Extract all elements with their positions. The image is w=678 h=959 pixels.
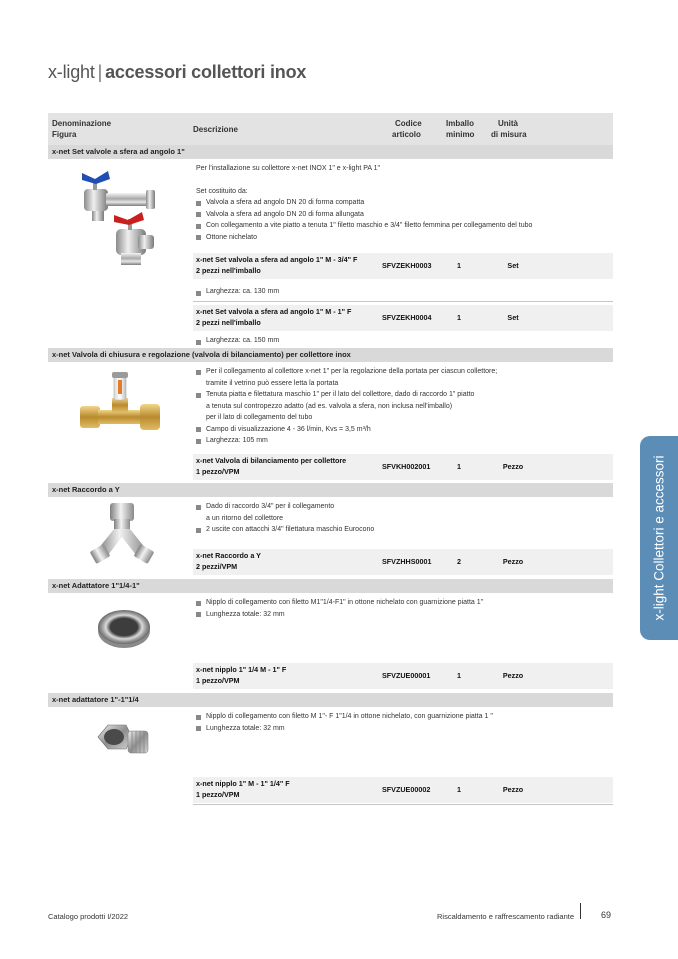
product-qty: 1 [457,261,461,270]
product-name: x-net Valvola di bilanciamento per collettore 1 pezzo/VPM [196,456,347,476]
description-bullet: Lunghezza totale: 32 mm [196,609,609,621]
product-unit: Pezzo [502,557,524,566]
side-tab-label: x-light Collettori e accessori [651,455,667,621]
product-name: x-net Raccordo a Y 2 pezzi/VPM [196,551,261,571]
product-note: Larghezza: ca. 130 mm [196,288,279,295]
section-title: x-net Valvola di chiusura e regolazione (valvola di bilanciamento) per collettore inox [48,348,613,362]
description-bullet: Lunghezza totale: 32 mm [196,723,609,735]
product-code: SFVZUE00001 [382,671,431,680]
description-bullet: Tenuta piatta e filettatura maschio 1" per il lato del collettore, dado di raccordo 1" piatto [196,389,609,401]
title-bold: accessori collettori inox [105,62,307,82]
description-bullet: Per il collegamento al collettore x-net 1" per la regolazione della portata per ciascun collettore; [196,366,609,378]
product-code: SFVZEKH0003 [382,261,432,270]
description-bullet-continued: a tenuta sul contropezzo adatto (ad es. valvola a sfera, non inclusa nell'imballo) [206,402,453,410]
section-body [48,497,613,579]
product-qty: 1 [457,462,461,471]
description-bullet: Nipplo di collegamento con filetto M 1"- F 1"1/4 in ottone nichelato, con guarnizione piatta 1 " [196,711,609,723]
section-title: x-net Adattatore 1"1/4-1" [48,579,613,593]
section-title: x-net adattatore 1"-1"1/4 [48,693,613,707]
header-codice: Codice [395,119,422,128]
page-title [48,62,306,83]
title-separator: | [97,62,103,82]
section-description [196,163,609,243]
header-unita: Unità [498,119,518,128]
product-name: x-net Set valvola a sfera ad angolo 1" M - 1" F 2 pezzi nell'imballo [196,307,352,327]
section-description [196,366,609,447]
header-imballo: Imballo [446,119,475,128]
product-code: SFVZEKH0004 [382,313,432,322]
footer-catalog: Catalogo prodotti I/2022 [48,912,129,921]
product-unit: Pezzo [502,462,524,471]
description-bullet-continued: a un ritorno del collettore [206,514,284,522]
description-bullet: Nipplo di collegamento con filetto M1"1/4-F1" in ottone nichelato con guarnizione piatta 1" [196,597,609,609]
product-unit: Pezzo [502,671,524,680]
page-number: 69 [601,910,612,920]
ball-valve-set-image [78,167,158,269]
section-description [196,597,609,620]
header-articolo: articolo [392,130,421,139]
title-light: x-light [48,62,95,82]
product-qty: 2 [457,557,461,566]
section-body [48,707,613,808]
description-set-label: Set costituito da: [196,187,248,195]
description-bullet: Con collegamento a vite piatto a tenuta 1" filetto maschio e 3/4" filetto femmina per collegamento del tubo [196,220,609,232]
description-bullet: 2 uscite con attacchi 3/4" filettatura maschio Eurocono [196,524,609,536]
footer-section: Riscaldamento e raffrescamento radiante [437,912,575,921]
side-chapter-tab [640,436,678,640]
description-bullet: Valvola a sfera ad angolo DN 20 di forma compatta [196,197,609,209]
product-note: Larghezza: ca. 150 mm [196,337,279,344]
description-bullet: Valvola a sfera ad angolo DN 20 di forma allungata [196,209,609,221]
section-title: x-net Set valvole a sfera ad angolo 1" [48,145,613,159]
section-title: x-net Raccordo a Y [48,483,613,497]
product-unit: Pezzo [502,785,524,794]
balancing-valve-image [78,372,162,436]
product-name: x-net nipplo 1" 1/4 M - 1" F 1 pezzo/VPM [196,665,287,685]
header-di-misura: di misura [491,130,527,139]
section-body [48,362,613,483]
product-code: SFVKH002001 [382,462,431,471]
header-minimo: minimo [446,130,475,139]
footer-divider [580,903,581,919]
row-divider [193,804,613,805]
product-name: x-net Set valvola a sfera ad angolo 1" M - 3/4" F 2 pezzi nell'imballo [196,255,358,275]
adapter-nipple-image [92,717,152,765]
product-qty: 1 [457,785,461,794]
description-bullet-continued: per il lato di collegamento del tubo [206,414,313,421]
description-bullet: Ottone nichelato [196,232,609,244]
product-code: SFVZUE00002 [382,785,431,794]
description-bullet: Larghezza: 105 mm [196,435,609,447]
product-table [48,113,613,808]
product-name: x-net nipplo 1" M - 1" 1/4" F 1 pezzo/VPM [196,779,290,799]
description-bullet: Dado di raccordo 3/4" per il collegamento [196,501,609,513]
adapter-ring-image [96,609,152,649]
description-bullet-continued: tramite il vetrino può essere letta la portata [206,379,339,387]
product-qty: 1 [457,671,461,680]
product-qty: 1 [457,313,461,322]
section-body [48,159,613,348]
product-unit: Set [507,313,519,322]
product-code: SFVZHHS0001 [382,557,432,566]
row-divider [193,301,613,302]
header-figura: Figura [52,130,77,139]
section-description [196,501,609,536]
description-bullet: Campo di visualizzazione 4 - 36 l/min, Kvs = 3,5 m³/h [196,424,609,436]
header-descrizione: Descrizione [193,125,238,134]
section-body [48,593,613,693]
header-denominazione: Denominazione [52,119,112,128]
product-unit: Set [507,261,519,270]
y-fitting-image [90,503,154,565]
section-description [196,711,609,734]
description-intro: Per l'installazione su collettore x-net INOX 1" e x-light PA 1" [196,165,380,172]
table-header [48,113,613,145]
